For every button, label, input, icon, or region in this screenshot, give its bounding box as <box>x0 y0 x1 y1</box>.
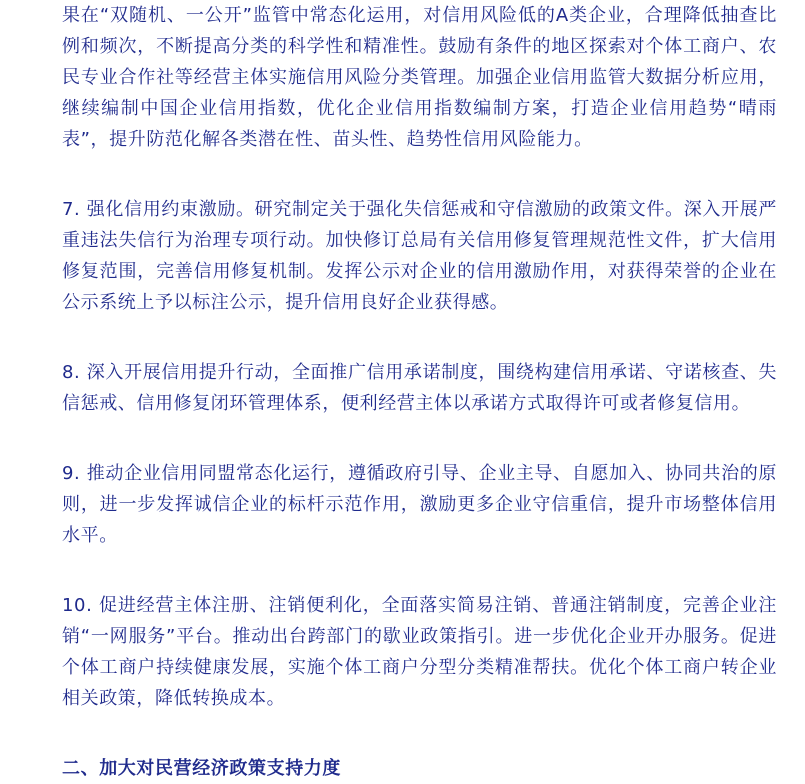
paragraph-item-9: 9. 推动企业信用同盟常态化运行，遵循政府引导、企业主导、自愿加入、协同共治的原则，进一步发挥诚信企业的标杆示范作用，激励更多企业守信重信，提升市场整体信用水平。 <box>62 463 777 546</box>
paragraph-item-7: 7. 强化信用约束激励。研究制定关于强化失信惩戒和守信激励的政策文件。深入开展严重违法失信行为治理专项行动。加快修订总局有关信用修复管理规范性文件，扩大信用修复范围，完善信用修复机制。发挥公示对企业的信用激励作用，对获得荣誉的企业在公示系统上予以标注公示，提升信用良好企业获得感。 <box>62 199 777 313</box>
paragraph-item-10: 10. 促进经营主体注册、注销便利化，全面落实简易注销、普通注销制度，完善企业注销“一网服务”平台。推动出台跨部门的歇业政策指引。进一步优化企业开办服务。促进个体工商户持续健康发展，实施个体工商户分型分类精准帮扶。优化个体工商户转企业相关政策，降低转换成本。 <box>62 595 777 709</box>
paragraph-item-8: 8. 深入开展信用提升行动，全面推广信用承诺制度，围绕构建信用承诺、守诺核查、失信惩戒、信用修复闭环管理体系，便利经营主体以承诺方式取得许可或者修复信用。 <box>62 362 777 414</box>
paragraph-credit-classification: 果在“双随机、一公开”监管中常态化运用，对信用风险低的A类企业，合理降低抽查比例和频次，不断提高分类的科学性和精准性。鼓励有条件的地区探索对个体工商户、农民专业合作社等经营主体实施信用风险分类管理。加强企业信用监管大数据分析应用，继续编制中国企业信用指数，优化企业信用指数编制方案，打造企业信用趋势“晴雨表”，提升防范化解各类潜在性、苗头性、趋势性信用风险能力。 <box>62 5 777 150</box>
section-heading: 二、加大对民营经济政策支持力度 <box>62 758 341 779</box>
